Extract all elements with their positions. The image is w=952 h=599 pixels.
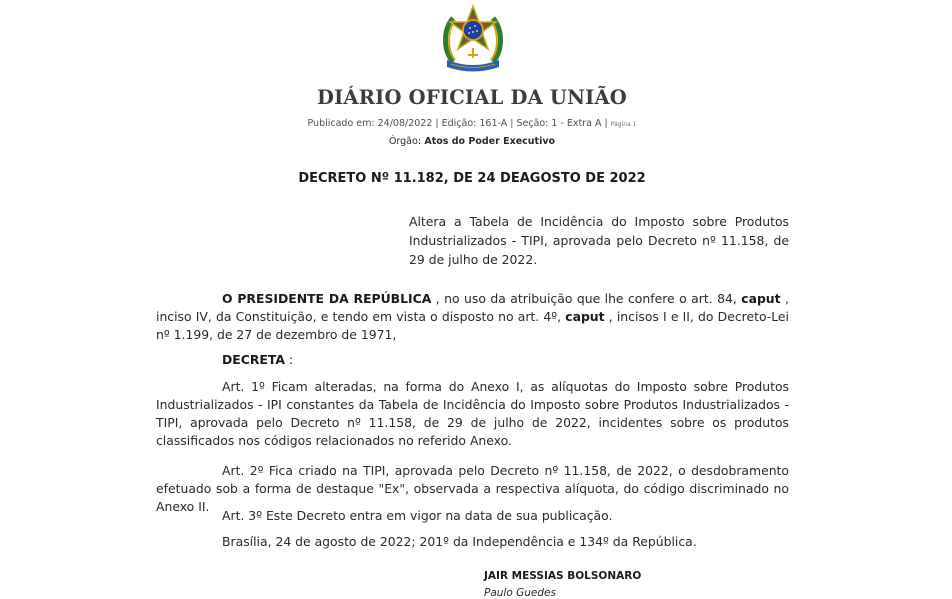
masthead-title: DIÁRIO OFICIAL DA UNIÃO — [317, 86, 627, 109]
cosigner-name: Paulo Guedes — [484, 587, 556, 599]
closing-line — [156, 533, 789, 551]
organ-value: Atos do Poder Executivo — [424, 136, 556, 147]
preamble-text-1: , no uso da atribuição que lhe confere o art. 84, — [435, 291, 737, 306]
article-1 — [156, 378, 789, 450]
article-1-text: Art. 1º Ficam alteradas, na forma do Anexo I, as alíquotas do Imposto sobre Produtos Industrializados - IPI constantes da Tabela de Incidência do Imposto sobre Produtos Industrializados - TIPI, aprovada pelo Decreto nº 11.158, de 29 de julho de 2022, incidentes sobre os produtos classificados nos códigos relacionados no referido Anexo. — [156, 379, 789, 448]
decree-title: DECRETO Nº 11.182, DE 24 DEAGOSTO DE 2022 — [298, 171, 646, 186]
decreta-label: DECRETA — [222, 352, 285, 367]
caput-term-2: caput — [565, 309, 605, 324]
preamble-paragraph — [156, 290, 789, 344]
article-3-text: Art. 3º Este Decreto entra em vigor na data de sua publicação. — [222, 508, 613, 523]
decreta-paragraph — [156, 351, 789, 369]
preamble-text-2: , inciso IV, da Constituição, e tendo em vista o disposto no art. 4º, — [156, 291, 789, 324]
page-number: Página 1 — [610, 121, 637, 128]
article-3 — [156, 507, 789, 525]
publication-info — [0, 118, 944, 129]
brazil-coat-of-arms-icon — [439, 4, 507, 76]
decreta-line — [156, 351, 789, 369]
organ-label: Órgão: — [388, 136, 422, 147]
decree-ementa: Altera a Tabela de Incidência do Imposto sobre Produtos Industrializados - TIPI, aprovada pelo Decreto nº 11.158, de 29 de julho de 2022. — [409, 214, 789, 267]
article-2-text: Art. 2º Fica criado na TIPI, aprovada pelo Decreto nº 11.158, de 2022, o desdobramento efetuado sob a forma de destaque "Ex", observada a respectiva alíquota, do código discriminado no Anexo II. — [156, 463, 789, 514]
preamble-text-3: , incisos I e II, do Decreto-Lei nº 1.199, de 27 de dezembro de 1971, — [156, 309, 789, 342]
signer-name: JAIR MESSIAS BOLSONARO — [484, 570, 642, 582]
decree-body — [156, 290, 789, 344]
organ-info — [0, 136, 944, 147]
decreta-colon: : — [288, 352, 294, 367]
president-title: O PRESIDENTE DA REPÚBLICA — [222, 291, 432, 306]
publication-details: Publicado em: 24/08/2022 | Edição: 161-A | Seção: 1 - Extra A | — [307, 118, 608, 129]
closing-text: Brasília, 24 de agosto de 2022; 201º da Independência e 134º da República. — [222, 534, 697, 549]
caput-term-1: caput — [741, 291, 781, 306]
